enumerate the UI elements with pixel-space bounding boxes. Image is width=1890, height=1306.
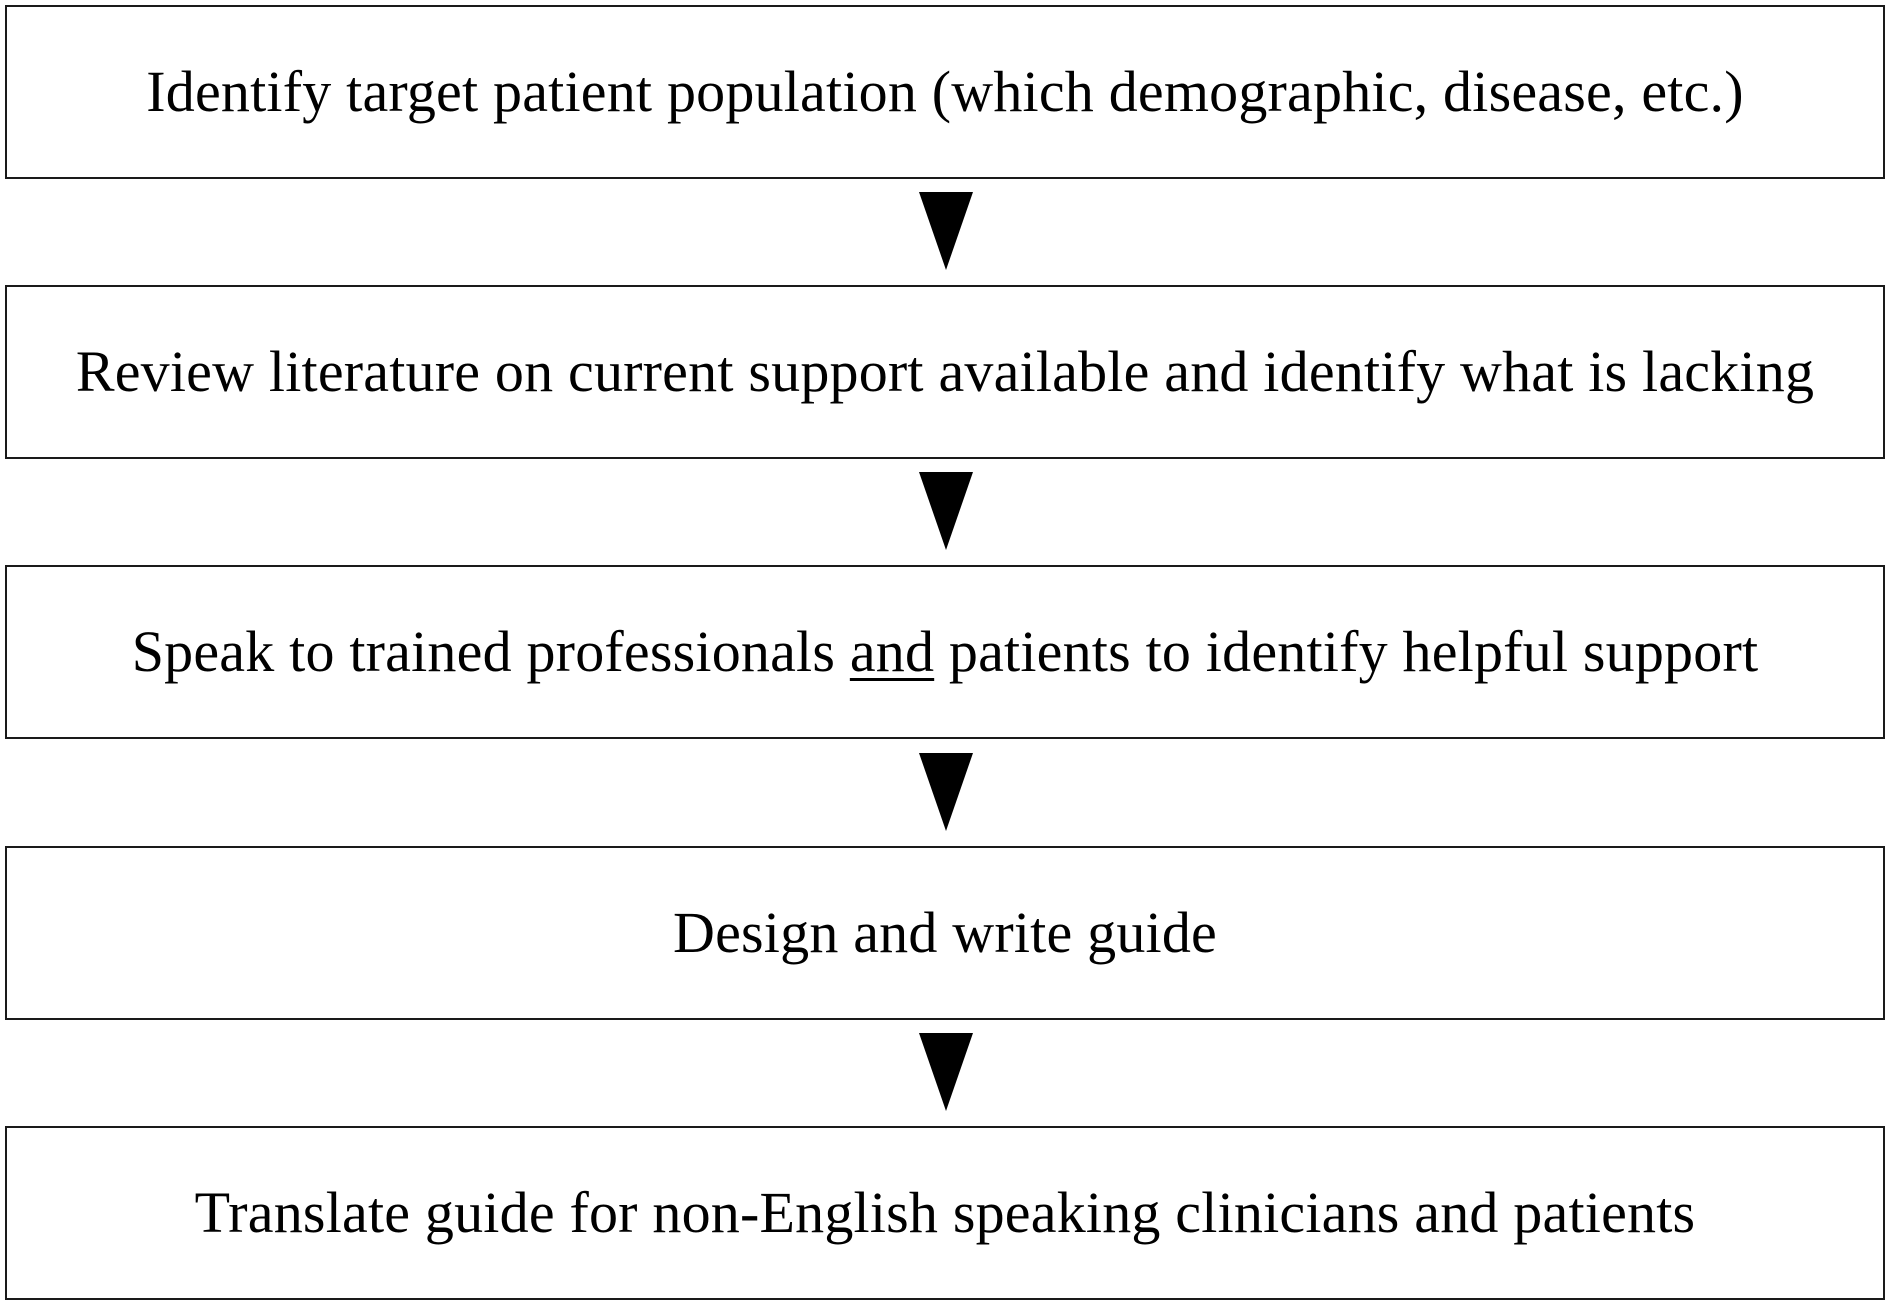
step-3-text-before: Speak to trained professionals (131, 619, 850, 684)
step-3-box (5, 565, 1885, 739)
down-arrow-icon (919, 192, 973, 270)
step-5-box (5, 1126, 1885, 1300)
down-arrow-icon (919, 1033, 973, 1111)
step-3-emphasis: and (849, 619, 935, 684)
down-arrow-icon (919, 753, 973, 831)
step-3-text-after: patients to identify helpful support (934, 619, 1759, 684)
step-2-box (5, 285, 1885, 459)
step-4-text: Design and write guide (673, 900, 1217, 965)
step-4-box (5, 846, 1885, 1020)
down-arrow-icon (919, 472, 973, 550)
step-1-text: Identify target patient population (which demographic, disease, etc.) (146, 59, 1744, 124)
step-1-box (5, 5, 1885, 179)
step-2-text: Review literature on current support available and identify what is lacking (75, 339, 1815, 404)
step-3-text (132, 614, 1759, 690)
step-5-text: Translate guide for non-English speaking clinicians and patients (194, 1180, 1696, 1245)
